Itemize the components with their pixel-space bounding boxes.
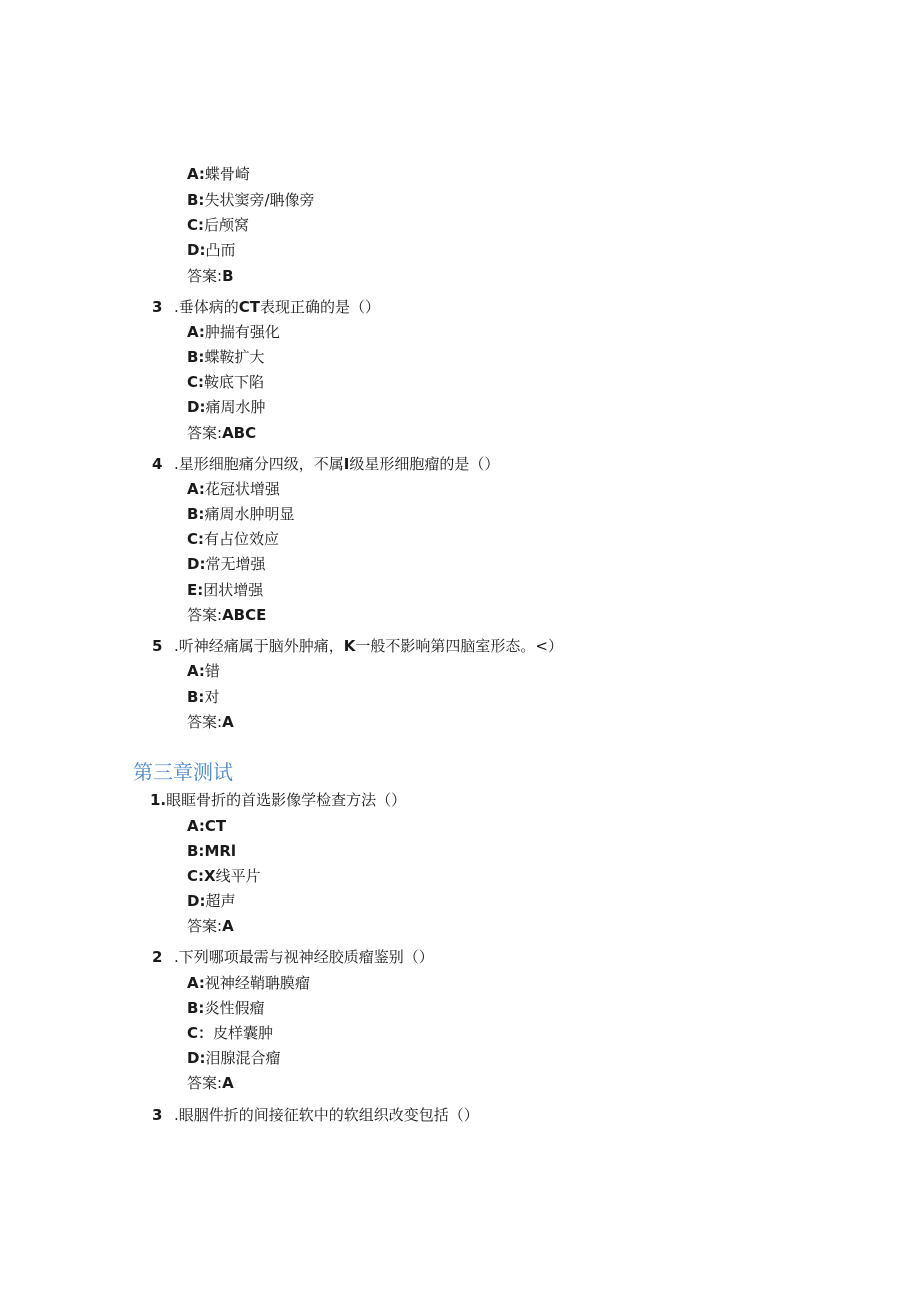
option-text: 失状窦旁/聃像旁 [204,191,315,209]
option-text: 泪腺混合瘤 [205,1049,281,1067]
option-key: A: [187,480,205,498]
option-text: 痛周水肿明显 [204,505,295,523]
answer-label: 答案: [187,424,223,442]
answer-line [187,712,234,732]
option-text: 有占位效应 [204,530,280,548]
option-text: 线平片 [215,867,261,885]
option-key: C: [187,216,205,234]
option-text: 皮样囊肿 [213,1024,274,1042]
option-text: 后颅窝 [204,216,250,234]
question-number: 4 [152,455,163,473]
option-c [187,215,249,235]
question-text-bold: I [343,455,350,473]
option-text: 团状增强 [203,581,264,599]
option-key: C： [187,1024,214,1042]
option-key: A: [187,323,205,341]
option-c [187,1023,273,1043]
question-text-bold: CT [238,298,261,316]
answer-line [187,605,266,625]
question-number: 3 [152,298,163,316]
option-c [187,372,264,392]
option-a [187,973,310,993]
question-number: 3 [152,1106,163,1124]
question-4 [152,454,499,474]
option-text: 痛周水肿 [205,398,266,416]
answer-label: 答案: [187,606,223,624]
option-c [187,529,279,549]
option-b [187,347,264,367]
option-text-bold: X [204,867,216,885]
answer-label: 答案: [187,1074,223,1092]
chapter-heading: 第三章测试 [133,760,233,784]
option-key: B: [187,999,205,1017]
option-text: 炎性假瘤 [204,999,265,1017]
option-d [187,554,265,574]
option-key: D: [187,892,206,910]
answer-line [187,1073,234,1093]
question-text: 级星形细胞瘤的是（） [349,455,500,473]
option-a [187,479,280,499]
option-b [187,504,294,524]
option-b [187,687,219,707]
answer-value: ABCE [222,606,267,624]
question-text: .星形细胞痛分四级，不属 [174,455,344,473]
question-text: 眼眶骨折的首选影像学检查方法（） [166,791,407,809]
option-text: 对 [204,688,220,706]
question-text: 表现正确的是（） [260,298,381,316]
option-text: 蝶鞍扩大 [204,348,265,366]
option-a [187,164,250,184]
option-text: CT [204,817,227,835]
option-d [187,240,235,260]
question-1 [150,790,406,810]
answer-line [187,423,256,443]
option-key: E: [187,581,204,599]
option-b [187,190,315,210]
answer-value: A [222,1074,234,1092]
option-key: B: [187,191,205,209]
answer-label: 答案: [187,713,223,731]
answer-label: 答案: [187,267,223,285]
question-3 [152,1105,479,1125]
option-text: MRl [204,842,237,860]
option-d [187,397,265,417]
question-text: .下列哪项最需与视神经胶质瘤鉴别（） [174,948,434,966]
option-key: A: [187,165,205,183]
option-text: 花冠状增强 [204,480,280,498]
question-number: 5 [152,637,163,655]
option-a [187,322,280,342]
option-key: A: [187,974,205,992]
answer-line [187,266,234,286]
option-text: 蝶骨崎 [204,165,250,183]
answer-line [187,916,234,936]
option-key: A: [187,817,205,835]
option-text: 凸而 [205,241,236,259]
option-key: D: [187,241,206,259]
option-e [187,580,263,600]
question-5 [152,636,563,656]
option-key: D: [187,398,206,416]
option-c [187,866,261,886]
option-a [187,816,226,836]
answer-value: ABC [222,424,257,442]
option-text: 视神经鞘聃膜瘤 [204,974,310,992]
option-d [187,891,235,911]
answer-value: A [222,917,234,935]
option-text: 常无增强 [205,555,266,573]
question-number: 2 [152,948,163,966]
option-key: C: [187,373,205,391]
option-b [187,841,236,861]
question-text: .眼胭件折的间接征软中的软组织改变包括（） [174,1106,479,1124]
option-key: B: [187,505,205,523]
answer-value: B [222,267,234,285]
question-text: .听神经痛属于脑外肿痛， [174,637,344,655]
option-key: D: [187,1049,206,1067]
option-text: 超声 [205,892,236,910]
question-2 [152,947,434,967]
option-b [187,998,264,1018]
option-key: C: [187,867,205,885]
option-key: B: [187,688,205,706]
option-text: 鞍底下陷 [204,373,265,391]
option-text: 错 [204,662,220,680]
option-key: D: [187,555,206,573]
question-text: 一般不影响第四脑室形态。<） [355,637,563,655]
option-key: B: [187,348,205,366]
option-a [187,661,220,681]
option-d [187,1048,280,1068]
question-number: 1. [150,791,167,809]
question-text: .垂体病的 [174,298,239,316]
answer-label: 答案: [187,917,223,935]
question-text-bold: K [343,637,356,655]
option-key: C: [187,530,205,548]
question-3 [152,297,380,317]
option-key: A: [187,662,205,680]
option-key: B: [187,842,205,860]
option-text: 肿揣有强化 [204,323,280,341]
answer-value: A [222,713,234,731]
